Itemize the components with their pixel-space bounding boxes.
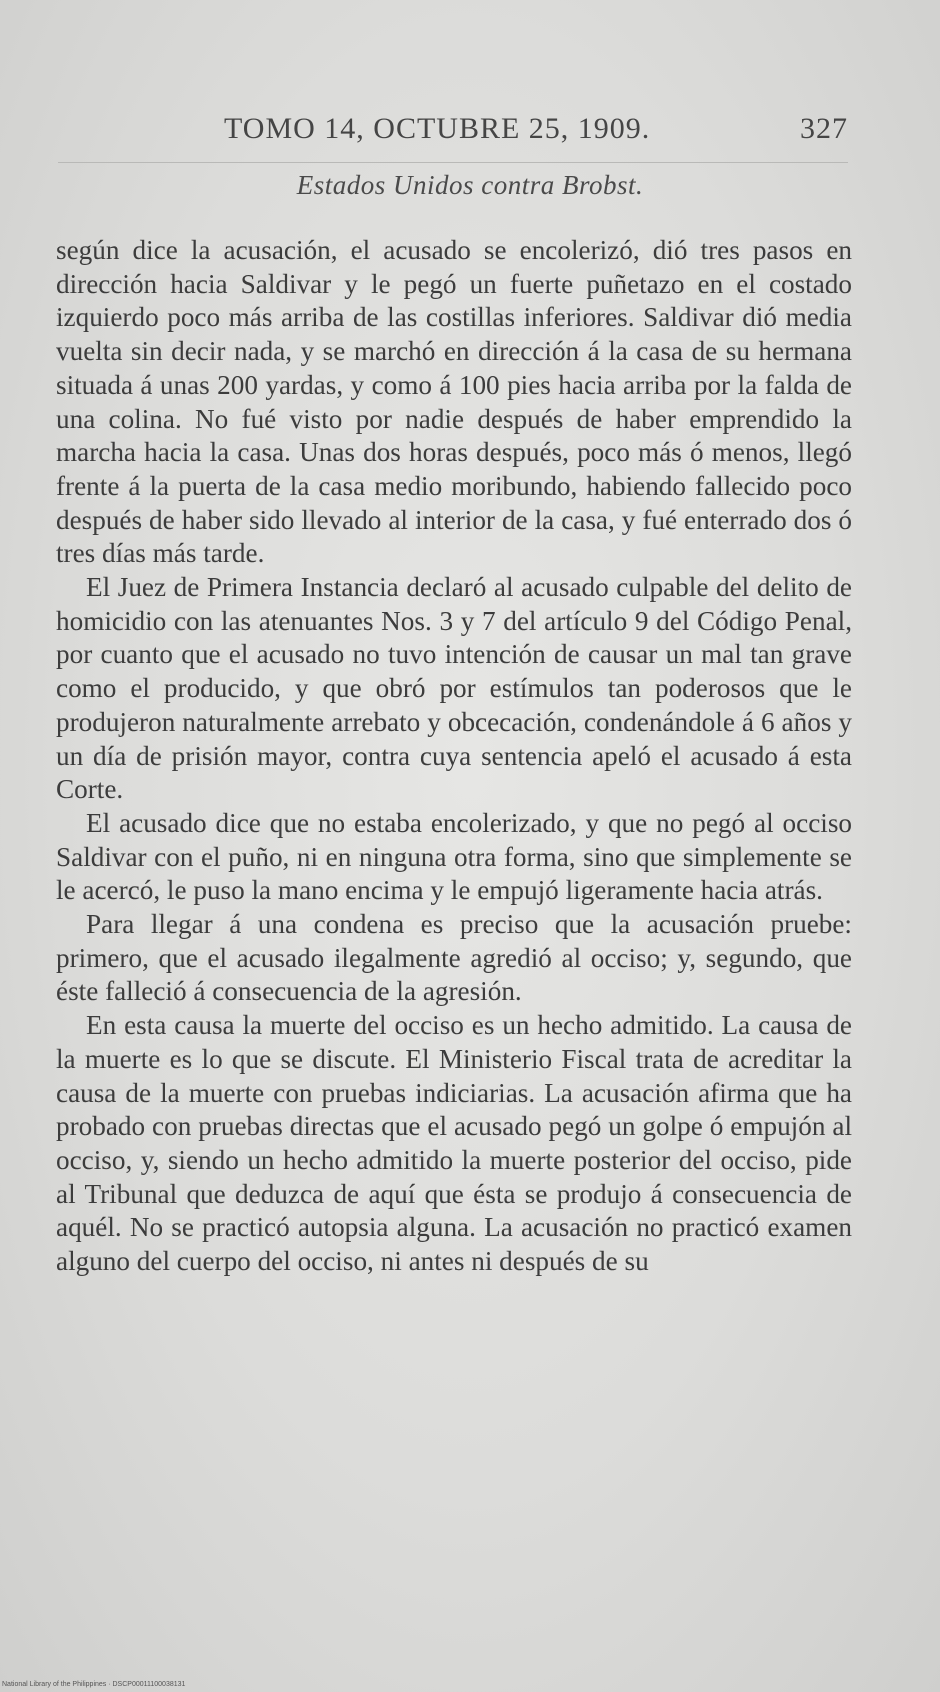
paragraph: El acusado dice que no estaba encolerizado, y que no pegó al occiso Saldivar con el puño, ni en ninguna otra forma, sino que simplemente se le acercó, le puso la mano encima y le empujó ligeramente hacia atrás.	[56, 807, 852, 906]
header-rule	[58, 162, 848, 163]
paragraph: En esta causa la muerte del occiso es un hecho admitido. La causa de la muerte es lo que se discute. El Ministerio Fiscal trata de acreditar la causa de la muerte con pruebas indiciarias. La acusación afirma que ha probado con pruebas directas que el acusado pegó un golpe ó empujón al occiso, y, siendo un hecho admitido la muerte posterior del occiso, pide al Tribunal que deduzca de aquí que ésta se produjo á consecuencia de aquél. No se practicó autopsia alguna. La acusación no practicó examen alguno del cuerpo del occiso, ni antes ni después de su	[56, 1010, 852, 1277]
case-title: Estados Unidos contra Brobst.	[296, 170, 644, 200]
paragraph: El Juez de Primera Instancia declaró al acusado culpable del delito de homicidio con las atenuantes Nos. 3 y 7 del artículo 9 del Código Penal, por cuanto que el acusado no tuvo intención de causar un mal tan grave como el producido, y que obró por estímulos tan poderosos que le produjeron naturalmente arrebato y obcecación, condenándole á 6 años y un día de prisión mayor, contra cuya sentencia apeló el acusado á esta Corte.	[56, 572, 852, 805]
paragraph: Para llegar á una condena es preciso que la acusación pruebe: primero, que el acusado ilegalmente agredió al occiso; y, segundo, que éste falleció á consecuencia de la agresión.	[56, 909, 852, 1007]
page-number: 327	[800, 112, 848, 145]
running-head	[58, 112, 848, 152]
paragraph: según dice la acusación, el acusado se encolerizó, dió tres pasos en dirección hacia Saldivar y le pegó un fuerte puñetazo en el costado izquierdo poco más arriba de las costillas inferiores. Saldivar dió media vuelta sin decir nada, y se marchó en dirección á la casa de su hermana situada á unas 200 yardas, y como á 100 pies hacia arriba por la falda de una colina. No fué visto por nadie después de haber emprendido la marcha hacia la casa. Unas dos horas después, poco más ó menos, llegó frente á la puerta de la casa medio moribundo, habiendo fallecido poco después de haber sido llevado al interior de la casa, y fué enterrado dos ó tres días más tarde.	[56, 235, 852, 569]
scan-footer: National Library of the Philippines · DSCP00011100038131	[2, 1681, 186, 1688]
body-text	[56, 234, 852, 1279]
running-title: TOMO 14, OCTUBRE 25, 1909.	[224, 112, 651, 145]
